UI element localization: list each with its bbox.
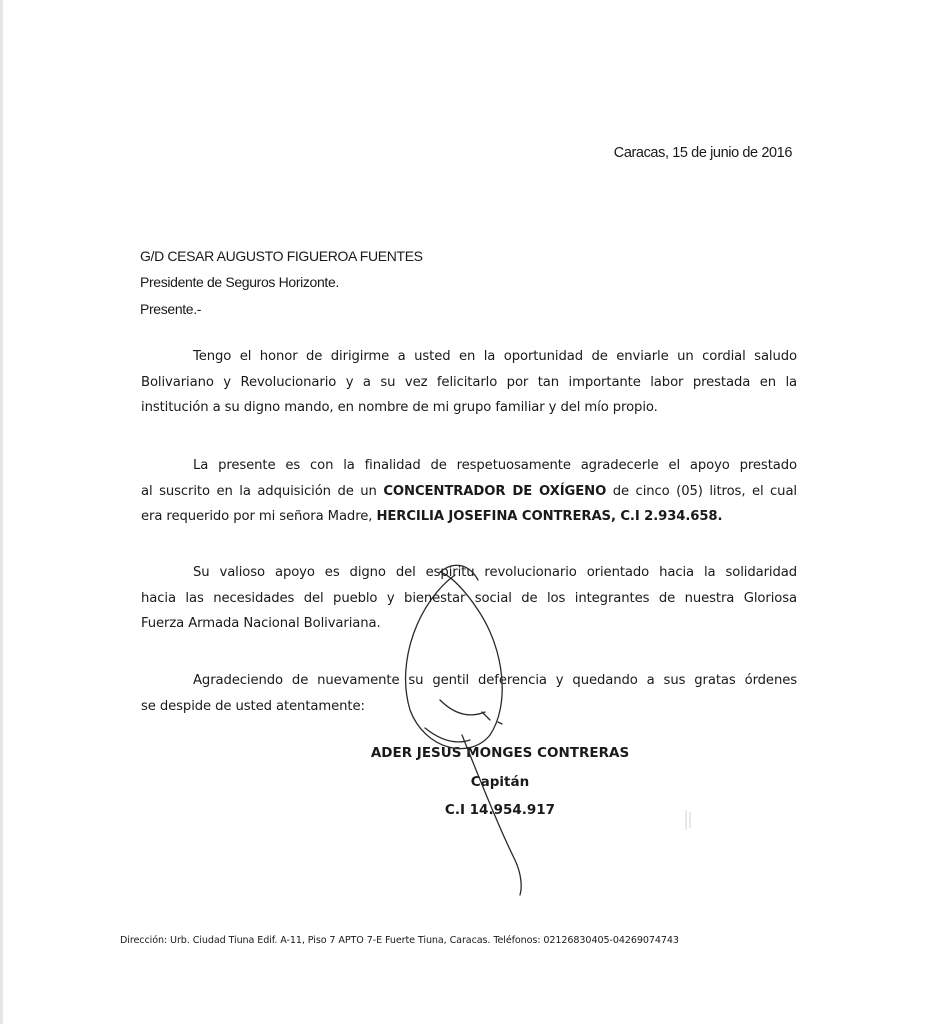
footer-address: Dirección: Urb. Ciudad Tiuna Edif. A-11, Piso 7 APTO 7-E Fuerte Tiuna, Caracas. Teléfonos: 02126830405-04269074743	[120, 935, 679, 946]
paragraph-3-line-2: hacia las necesidades del pueblo y bienestar social de los integrantes de nuestra Gloriosa	[141, 590, 797, 606]
signature-cross	[425, 728, 470, 742]
paragraph-4	[141, 668, 797, 719]
paragraph-1	[141, 344, 797, 421]
paragraph-2-line-2-end: de cinco (05) litros, el cual	[612, 483, 797, 499]
scan-edge	[0, 0, 3, 1024]
paragraph-3-line-1: Su valioso apoyo es digno del espíritu revolucionario orientado hacia la solidaridad	[193, 565, 797, 580]
paragraph-2-line-3	[141, 504, 797, 530]
signatory-name: ADER JESUS MONGES CONTRERAS	[370, 745, 630, 761]
signatory-rank: Capitán	[470, 774, 530, 790]
paragraph-3-line-3: Fuerza Armada Nacional Bolivariana.	[141, 616, 381, 631]
paragraph-2-line-2-start: al suscrito en la adquisición de un	[141, 483, 377, 499]
paragraph-2-line-2	[141, 479, 797, 505]
mother-name-id: HERCILIA JOSEFINA CONTRERAS, C.I 2.934.658.	[376, 509, 723, 524]
letter-date: Caracas, 15 de junio de 2016	[613, 145, 792, 161]
paragraph-4-line-1: Agradeciendo de nuevamente su gentil deferencia y quedando a sus gratas órdenes	[193, 673, 797, 688]
recipient-greeting: Presente.-	[140, 301, 202, 317]
paragraph-1-line-3: institución a su digno mando, en nombre de mi grupo familiar y del mío propio.	[141, 400, 658, 415]
paragraph-1-line-2: Bolivariano y Revolucionario y a su vez felicitarlo por tan importante labor prestada en la	[141, 374, 797, 390]
recipient-name: G/D CESAR AUGUSTO FIGUEROA FUENTES	[140, 248, 423, 264]
paragraph-2-line-3-start: era requerido por mi señora Madre,	[141, 509, 373, 524]
recipient-title: Presidente de Seguros Horizonte.	[140, 274, 339, 290]
paragraph-2-line-1: La presente es con la finalidad de respetuosamente agradecerle el apoyo prestado	[193, 458, 797, 473]
paragraph-1-line-1: Tengo el honor de dirigirme a usted en la oportunidad de enviarle un cordial saludo	[193, 349, 797, 364]
oxygen-concentrator-text: CONCENTRADOR DE OXÍGENO	[383, 483, 607, 499]
paragraph-4-line-2: se despide de usted atentamente:	[141, 698, 365, 714]
paragraph-2	[141, 453, 797, 530]
signatory-id: C.I 14.954.917	[444, 802, 556, 818]
paragraph-3	[141, 560, 797, 637]
